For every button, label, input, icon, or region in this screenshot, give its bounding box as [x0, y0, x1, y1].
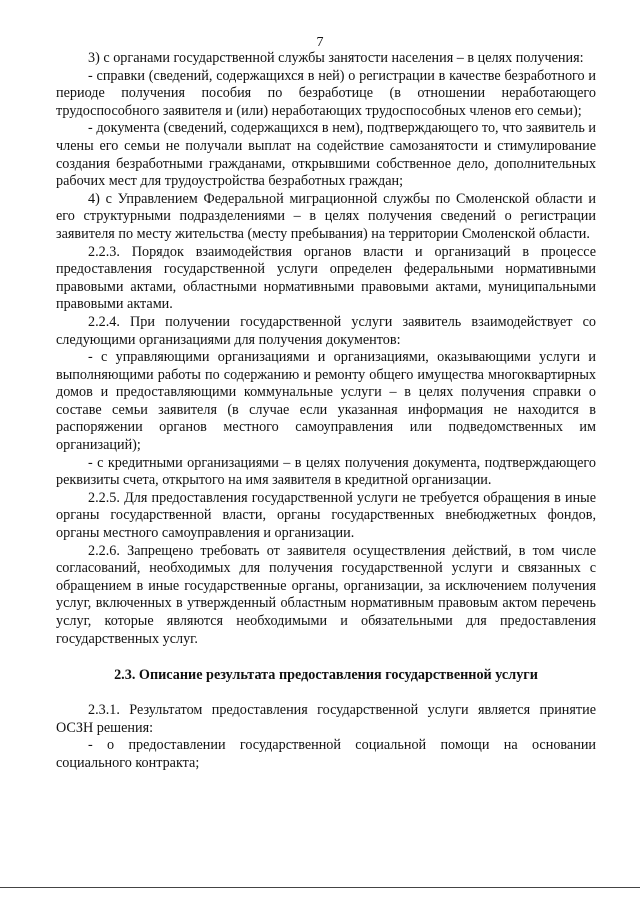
paragraph-self-employment-document: - документа (сведений, содержащихся в нем), подтверждающего то, что заявитель и члены его семьи не получали выплат на содействие самозанятости и стимулирование создания безработными гражданами, открывшими собственное дело, дополнительных рабочих мест для трудоустройства безработных граждан;	[56, 120, 596, 190]
section-heading: 2.3. Описание результата предоставления государственной услуги	[114, 667, 538, 684]
paragraph-2-2-5: 2.2.5. Для предоставления государственной услуги не требуется обращения в иные органы государственной власти, органы государственных внебюджетных фондов, органы местного самоуправления и организации.	[56, 489, 596, 542]
paragraph-unemployment-certificate: - справки (сведений, содержащихся в ней) о регистрации в качестве безработного и периоде получения пособия по безработице (в отношении неработающего трудоспособного заявителя и (или) неработающих трудоспособных членов его семьи);	[56, 67, 596, 119]
paragraph-2-3-1: 2.3.1. Результатом предоставления государственной услуги является принятие ОСЗН решения:	[56, 702, 596, 736]
paragraph-employment-service: 3) с органами государственной службы занятости населения – в целях получения:	[88, 50, 584, 66]
page-number: 7	[316, 35, 324, 50]
footer-divider	[0, 887, 640, 888]
paragraph-social-contract: - о предоставлении государственной социальной помощи на основании социального контракта;	[56, 737, 596, 771]
document-body	[56, 50, 596, 773]
paragraph-migration-service: 4) с Управлением Федеральной миграционной службы по Смоленской области и его структурными подразделениями – в целях получения сведений о регистрации заявителя по месту жительства (месту пребывания) на территории Смоленской области.	[56, 190, 596, 242]
paragraph-management-organizations: - с управляющими организациями и организациями, оказывающими услуги и выполняющими работы по содержанию и ремонту общего имущества многоквартирных домов и предоставляющими коммунальные услуги – в целях получения справки о составе семьи заявителя (в случае если указанная информация не находится в распоряжении органов местного самоуправления или подведомственных им организаций);	[56, 349, 596, 454]
paragraph-2-2-6: 2.2.6. Запрещено требовать от заявителя осуществления действий, в том числе согласований, необходимых для получения государственной услуги и связанных с обращением в иные государственные органы, организации, за исключением получения услуг, включенных в утвержденный областным нормативным правовым актом перечень услуг, которые являются необходимыми и обязательными для предоставления государственных услуг.	[56, 542, 596, 647]
paragraph-credit-organizations: - с кредитными организациями – в целях получения документа, подтверждающего реквизиты счета, открытого на имя заявителя в кредитной организации.	[56, 454, 596, 489]
paragraph-2-2-3: 2.2.3. Порядок взаимодействия органов власти и организаций в процессе предоставления государственной услуги определен федеральными нормативными правовыми актами, областными нормативными правовыми актами, муниципальными правовыми актами.	[56, 243, 596, 313]
paragraph-2-2-4: 2.2.4. При получении государственной услуги заявитель взаимодействует со следующими организациями для получения документов:	[56, 313, 596, 348]
